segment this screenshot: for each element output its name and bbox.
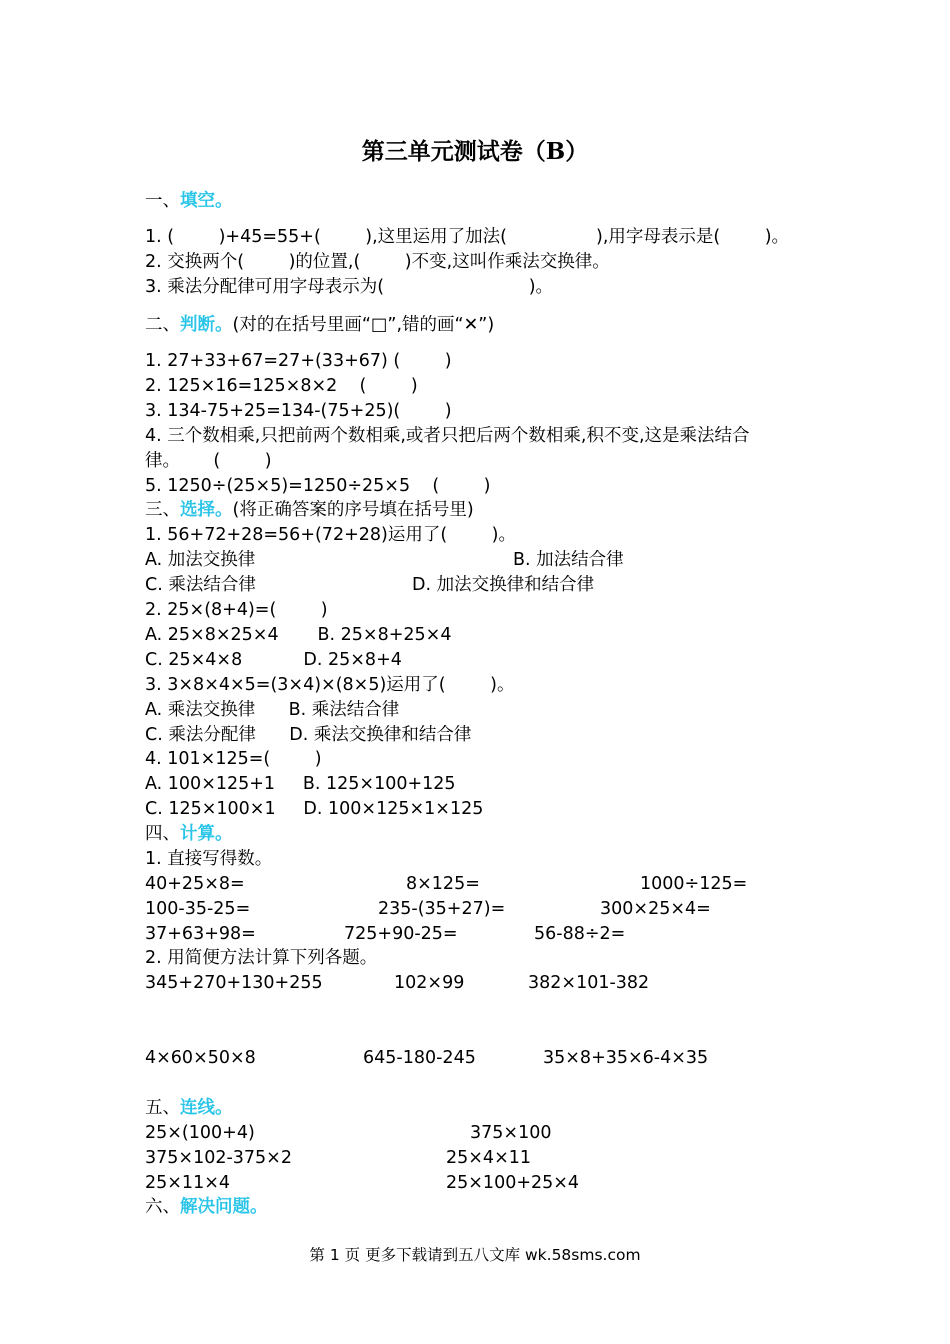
option-d: D. 加法交换律和结合律 [412, 575, 595, 595]
calc-item: 35×8+35×6-4×35 [543, 1048, 709, 1068]
section-note: (对的在括号里画“□”,错的画“✕”) [232, 315, 495, 335]
option-c: C. 乘法结合律 [145, 575, 256, 595]
calc-item: 300×25×4= [600, 899, 711, 919]
question-line: 3. 134-75+25=134-(75+25)( ) [145, 401, 452, 421]
section-number: 一、 [145, 191, 180, 211]
match-right: 25×100+25×4 [446, 1173, 580, 1193]
question-line: 5. 1250÷(25×5)=1250÷25×5 ( ) [145, 476, 491, 496]
question-line: 律。 ( ) [145, 451, 272, 471]
question-line: 2. 125×16=125×8×2 ( ) [145, 376, 418, 396]
section-number: 五、 [145, 1098, 180, 1118]
calc-item: 4×60×50×8 [145, 1048, 256, 1068]
match-left: 25×(100+4) [145, 1123, 255, 1143]
calc-item: 102×99 [394, 973, 465, 993]
section-note: (将正确答案的序号填在括号里) [232, 500, 474, 520]
section-matching [145, 1096, 233, 1120]
question-line: 3. 乘法分配律可用字母表示为( )。 [145, 277, 554, 297]
page-title: 第三单元测试卷（B） [361, 138, 589, 165]
section-name: 填空。 [180, 191, 233, 211]
calc-item: 1000÷125= [640, 874, 748, 894]
option-a: A. 加法交换律 [145, 550, 256, 570]
section-name: 解决问题。 [180, 1197, 268, 1217]
section-true-false [145, 313, 494, 337]
question-line: 1. ( )+45=55+( ),这里运用了加法( ),用字母表示是( )。 [145, 227, 790, 247]
question-line: 4. 101×125=( ) [145, 749, 322, 769]
section-name: 计算。 [180, 824, 233, 844]
option-line: C. 25×4×8 D. 25×8+4 [145, 650, 402, 670]
option-line: A. 25×8×25×4 B. 25×8+25×4 [145, 625, 452, 645]
option-line: C. 125×100×1 D. 100×125×1×125 [145, 799, 484, 819]
question-line: 1. 27+33+67=27+(33+67) ( ) [145, 351, 452, 371]
calc-item: 645-180-245 [363, 1048, 476, 1068]
option-line: A. 100×125+1 B. 125×100+125 [145, 774, 456, 794]
section-name: 判断。 [180, 315, 233, 335]
question-line: 4. 三个数相乘,只把前两个数相乘,或者只把后两个数相乘,积不变,这是乘法结合 [145, 426, 750, 446]
section-fill-blank [145, 189, 233, 213]
calc-item: 40+25×8= [145, 874, 245, 894]
calc-item: 8×125= [406, 874, 480, 894]
question-line: 1. 56+72+28=56+(72+28)运用了( )。 [145, 525, 516, 545]
section-name: 选择。 [180, 500, 233, 520]
section-multiple-choice [145, 498, 474, 522]
question-line: 1. 直接写得数。 [145, 849, 273, 869]
section-number: 六、 [145, 1197, 180, 1217]
option-b: B. 加法结合律 [513, 550, 624, 570]
match-right: 25×4×11 [446, 1148, 531, 1168]
calc-item: 37+63+98= [145, 924, 256, 944]
section-number: 三、 [145, 500, 180, 520]
calc-item: 382×101-382 [528, 973, 650, 993]
calc-item: 56-88÷2= [534, 924, 626, 944]
question-line: 3. 3×8×4×5=(3×4)×(8×5)运用了( )。 [145, 675, 515, 695]
section-number: 四、 [145, 824, 180, 844]
section-calculation [145, 822, 233, 846]
match-right: 375×100 [470, 1123, 552, 1143]
page-footer: 第 1 页 更多下载请到五八文库 wk.58sms.com [309, 1246, 641, 1264]
calc-item: 100-35-25= [145, 899, 251, 919]
section-number: 二、 [145, 315, 180, 335]
match-left: 375×102-375×2 [145, 1148, 292, 1168]
option-line: A. 乘法交换律 B. 乘法结合律 [145, 700, 400, 720]
option-line: C. 乘法分配律 D. 乘法交换律和结合律 [145, 725, 472, 745]
calc-item: 345+270+130+255 [145, 973, 323, 993]
section-problem-solving [145, 1195, 268, 1219]
match-left: 25×11×4 [145, 1173, 230, 1193]
question-line: 2. 25×(8+4)=( ) [145, 600, 328, 620]
question-line: 2. 交换两个( )的位置,( )不变,这叫作乘法交换律。 [145, 252, 610, 272]
calc-item: 235-(35+27)= [378, 899, 506, 919]
question-line: 2. 用简便方法计算下列各题。 [145, 948, 378, 968]
section-name: 连线。 [180, 1098, 233, 1118]
calc-item: 725+90-25= [344, 924, 458, 944]
